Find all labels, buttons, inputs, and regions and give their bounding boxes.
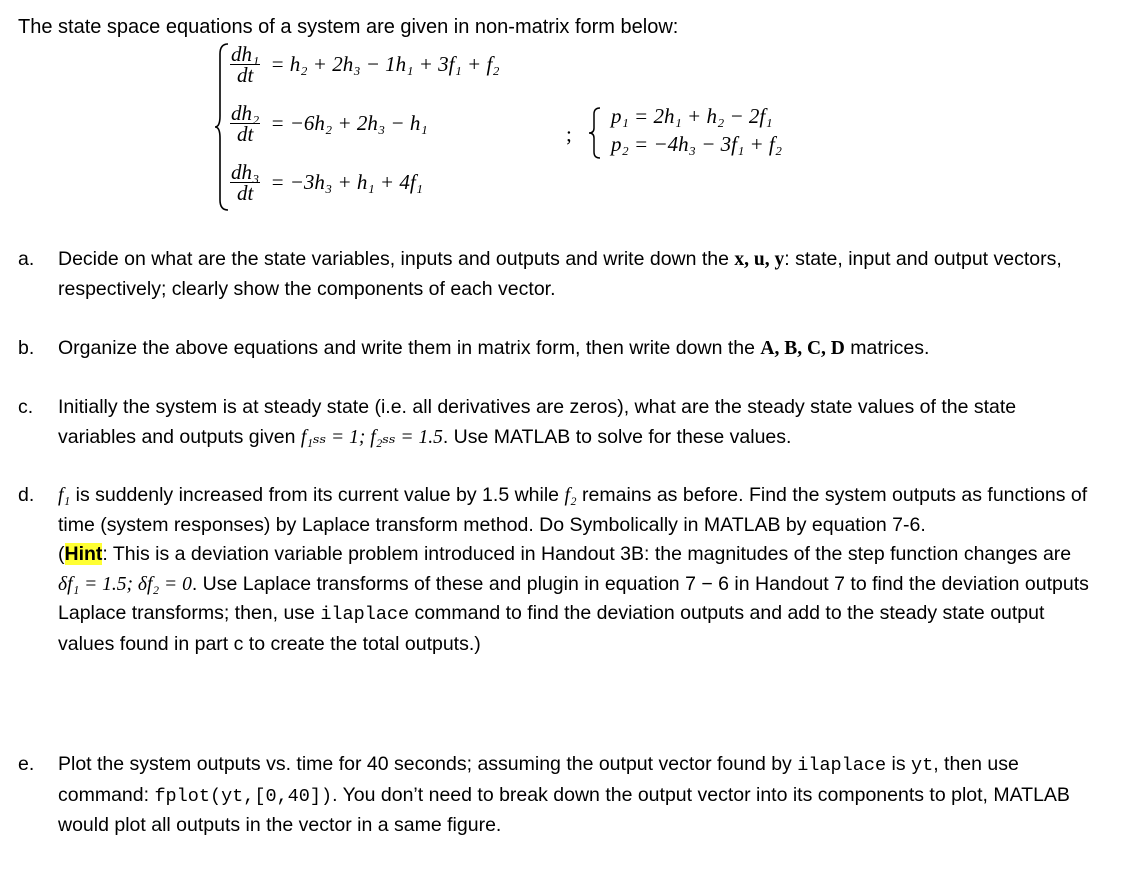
hint-word: Hint: [64, 543, 103, 565]
c-text-2: . Use MATLAB to solve for these values.: [442, 425, 792, 448]
e-text-4: . You don’t need to break down the output vector into its components to plot, MATLAB would plot all outputs in the vector in a same figure.: [58, 783, 1070, 836]
eq3-rhs: = −3h₃ + h₁ + 4f₁: [270, 170, 423, 194]
eq1-denominator: dt: [236, 63, 254, 87]
label-a: a.: [18, 248, 35, 270]
question-a: [18, 245, 1092, 304]
eq1-numerator: dh₁: [231, 42, 260, 66]
intro-text: The state space equations of a system are given in non-matrix form below:: [18, 16, 679, 38]
state-equation-1: [230, 44, 500, 85]
hint-text-3: command to find the deviation outputs and add to the steady state output values found in part c to create the total outputs.): [58, 602, 1045, 655]
left-brace-output-equations: [588, 106, 602, 160]
hint-open: (: [58, 543, 65, 565]
e-cmd-ilaplace: ilaplace: [797, 755, 887, 776]
a-vectors: x, u, y: [734, 249, 785, 270]
a-text-2: : state, input and output vectors, respectively; clearly show the components of each vector.: [58, 248, 1062, 300]
e-text-2: is: [886, 753, 911, 775]
eq3-numerator: dh₃: [231, 160, 260, 184]
hint-cmd: ilaplace: [320, 604, 410, 625]
eq2-denominator: dt: [236, 122, 254, 146]
d-f2: f₂: [564, 485, 577, 506]
b-text-1: Organize the above equations and write them in matrix form, then write down the: [58, 337, 761, 359]
b-matrices: A, B, C, D: [760, 338, 845, 359]
question-c: [18, 393, 1092, 452]
e-text-3: , then use command:: [58, 753, 1019, 806]
e-cmd-yt: yt: [910, 755, 934, 776]
question-e: [18, 750, 1092, 841]
hint-math: δf₁ = 1.5; δf₂ = 0: [58, 573, 192, 595]
a-text-1: Decide on what are the state variables, inputs and outputs and write down the: [58, 248, 735, 270]
eq2-numerator: dh₂: [231, 101, 260, 125]
question-b: [18, 334, 1092, 364]
hint-text-1: : This is a deviation variable problem introduced in Handout 3B: the magnitudes of the step function changes are: [102, 543, 1072, 565]
b-text-2: matrices.: [844, 337, 930, 359]
left-brace-state-equations: [214, 42, 230, 212]
eq1-rhs: = h₂ + 2h₃ − 1h₁ + 3f₁ + f₂: [270, 52, 500, 76]
d-text-1: is suddenly increased from its current value by 1.5 while: [70, 484, 565, 506]
separator: ;: [566, 122, 572, 146]
label-d: d.: [18, 484, 35, 506]
question-d: [18, 481, 1092, 659]
label-e: e.: [18, 753, 35, 775]
e-cmd-fplot: fplot(yt,[0,40]): [154, 785, 333, 807]
label-b: b.: [18, 337, 35, 359]
hint-text-2: . Use Laplace transforms of these and plugin in equation 7 − 6 in Handout 7 to find the deviation outputs Laplace transforms; then, use: [58, 572, 1089, 624]
d-f1: f₁: [58, 485, 71, 506]
label-c: c.: [18, 396, 34, 418]
output-equation-1: p₁ = 2h₁ + h₂ − 2f₁: [611, 104, 773, 128]
c-math: f₁ₛₛ = 1; f₂ₛₛ = 1.5: [300, 426, 443, 448]
output-equation-2: p₂ = −4h₃ − 3f₁ + f₂: [611, 132, 783, 156]
state-equation-3: [230, 162, 423, 203]
e-text-1: Plot the system outputs vs. time for 40 seconds; assuming the output vector found by: [58, 753, 798, 775]
state-equation-2: [230, 103, 428, 144]
eq3-denominator: dt: [236, 181, 254, 205]
d-text-2: remains as before. Find the system outputs as functions of time (system responses) by Laplace transform method. Do Symbolically in MATLAB by equation 7-6.: [58, 484, 1088, 536]
c-text-1: Initially the system is at steady state (i.e. all derivatives are zeros), what are the steady state values of the state variables and outputs given: [58, 396, 1017, 448]
eq2-rhs: = −6h₂ + 2h₃ − h₁: [270, 111, 428, 135]
